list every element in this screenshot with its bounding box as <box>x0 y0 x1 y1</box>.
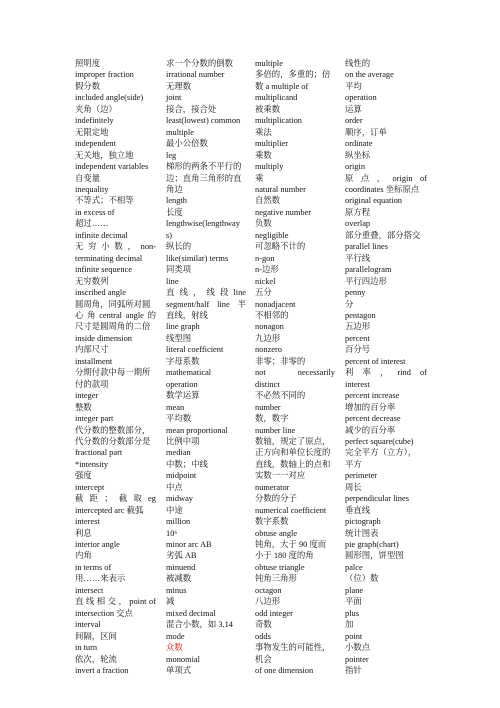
glossary-line: 平均 <box>345 81 362 91</box>
glossary-line: palce <box>345 562 363 572</box>
glossary-line: of one dimension <box>255 666 314 676</box>
glossary-line: inscribed angle <box>75 288 126 298</box>
glossary-line: intercepted arc 截弧 <box>75 505 144 515</box>
glossary-line: 纵坐标 <box>345 150 371 160</box>
glossary-line: numerator <box>255 482 290 492</box>
glossary-line: 中数；中线 <box>166 459 208 469</box>
glossary-line: 数，数字 <box>255 414 289 424</box>
glossary-line: 纵长的 <box>166 242 192 252</box>
glossary-line: 单项式 <box>166 666 192 676</box>
glossary-line: 负数 <box>255 219 272 229</box>
glossary-line: 无关地，独立地 <box>75 150 134 160</box>
glossary-line: 八边形 <box>255 597 281 607</box>
glossary-line: 指针 <box>345 666 362 676</box>
glossary-line: 平行四边形 <box>345 276 387 286</box>
glossary-line: *intensity <box>75 459 109 469</box>
glossary-line: perpendicular lines <box>345 494 409 504</box>
glossary-line: 角边 <box>166 184 183 194</box>
glossary-line: intersection 交点 <box>75 608 133 618</box>
glossary-line: 截 距 ； 截 取 eg <box>75 494 156 504</box>
glossary-line: 加 <box>345 620 354 630</box>
glossary-line: 超过…… <box>75 219 109 229</box>
glossary-line: 顺序，订单 <box>345 127 387 137</box>
glossary-line: octagon <box>255 585 282 595</box>
glossary-line: on the average <box>345 70 394 80</box>
glossary-line: 直线，射线 <box>166 310 208 320</box>
glossary-line: indefinitely <box>75 116 114 126</box>
glossary-line: 尺寸是圆周角的二倍 <box>75 322 151 332</box>
glossary-line: 求一个分数的倒数 <box>166 59 233 68</box>
glossary-line: 众数 <box>166 643 183 653</box>
glossary-line: number <box>255 402 281 412</box>
glossary-line: included angle(side) <box>75 93 144 103</box>
glossary-line: inequality <box>75 184 109 194</box>
glossary-line: multiply <box>255 162 284 172</box>
glossary-line: point <box>345 631 363 641</box>
glossary-line: 乘法 <box>255 127 272 137</box>
glossary-line: 线型图 <box>166 333 192 343</box>
glossary-line: mathematical <box>166 368 212 378</box>
glossary-line: least(lowest) common <box>166 116 241 126</box>
glossary-line: leg <box>166 150 177 160</box>
glossary-line: mean proportional <box>166 425 228 435</box>
glossary-line: nonagon <box>255 322 284 332</box>
glossary-line: integer <box>75 391 99 401</box>
glossary-line: monomial <box>166 654 200 664</box>
glossary-line: percent of interest <box>345 356 406 366</box>
glossary-line: 中途 <box>166 505 183 515</box>
glossary-line: 统计图表 <box>345 528 379 538</box>
glossary-line: 付的款项 <box>75 379 109 389</box>
glossary-line: midway <box>166 494 193 504</box>
glossary-line: 钝角，大于 90 度而 <box>255 540 327 550</box>
glossary-line: coordinates 坐标原点 <box>345 184 420 194</box>
glossary-line: parallelogram <box>345 265 392 275</box>
glossary-line: 五分 <box>255 288 272 298</box>
glossary-line: 被乘数 <box>255 104 281 114</box>
glossary-line: multiple <box>255 59 283 68</box>
glossary-line: pie graph(chart) <box>345 540 399 550</box>
glossary-line: 分数的分子 <box>255 494 297 504</box>
glossary-line: infinite decimal <box>75 230 128 240</box>
glossary-line: interest <box>345 379 370 389</box>
glossary-line: pointer <box>345 654 369 664</box>
glossary-line: 数学运算 <box>166 391 200 401</box>
glossary-line: invert a fraction <box>75 666 129 676</box>
glossary-line: intersect <box>75 585 104 595</box>
glossary-line: in terms of <box>75 562 112 572</box>
glossary-line: 无穷数列 <box>75 276 109 286</box>
glossary-line: 平方 <box>345 459 362 469</box>
glossary-line: 强度 <box>75 471 92 481</box>
glossary-line: 乘 <box>255 173 264 183</box>
glossary-line: 部分重叠，部分搭交 <box>345 230 421 240</box>
glossary-line: multiplication <box>255 116 302 126</box>
glossary-line: 10⁶ <box>166 528 178 538</box>
glossary-line: 平面 <box>345 597 362 607</box>
glossary-line: joint <box>166 93 182 103</box>
glossary-line: n-边形 <box>255 265 279 275</box>
glossary-line: length <box>166 196 187 206</box>
glossary-line: 直 线 相 交 ， point of <box>75 597 156 607</box>
glossary-line: s) <box>166 230 173 240</box>
glossary-line: obtuse angle <box>255 528 298 538</box>
glossary-line: installment <box>75 356 113 366</box>
glossary-line: not necessarily <box>255 368 335 378</box>
glossary-line: 周长 <box>345 482 362 492</box>
glossary-line: percent decrease <box>345 414 401 424</box>
glossary-line: nickel <box>255 276 276 286</box>
glossary-line: inside dimension <box>75 333 132 343</box>
glossary-line: 小数点 <box>345 643 371 653</box>
glossary-line: 代分数的整数部分， <box>75 425 151 435</box>
glossary-line: natural number <box>255 184 306 194</box>
glossary-column-2 <box>166 58 246 676</box>
glossary-line: 利 率 ， rind of <box>345 368 427 378</box>
glossary-line: 多倍的，多重的；倍 <box>255 70 331 80</box>
glossary-line: 钝角三角形 <box>255 574 297 584</box>
glossary-line: 原 点 ， origin of <box>345 173 427 183</box>
glossary-line: operation <box>166 379 198 389</box>
glossary-line: independent variables <box>75 162 149 172</box>
glossary-line: 乘数 <box>255 150 272 160</box>
glossary-line: infinite sequence <box>75 265 132 275</box>
glossary-line: 百分号 <box>345 345 371 355</box>
glossary-line: multiplicand <box>255 93 298 103</box>
glossary-line: nonzero <box>255 345 282 355</box>
glossary-line: odd integer <box>255 608 293 618</box>
glossary-line: 内角 <box>75 551 92 561</box>
glossary-line: 实数一一对应 <box>255 471 306 481</box>
glossary-line: 间隔，区间 <box>75 631 117 641</box>
glossary-line: 可忽略不计的 <box>255 242 306 252</box>
glossary-line: literal coefficient <box>166 345 224 355</box>
glossary-line: negligible <box>255 230 289 240</box>
glossary-line: 不等式；不相等 <box>75 196 134 206</box>
glossary-line: original equation <box>345 196 402 206</box>
glossary-line: 夹角（边） <box>75 104 117 114</box>
glossary-line: perimeter <box>345 471 378 481</box>
glossary-line: negative number <box>255 207 312 217</box>
glossary-line: 机会 <box>255 654 272 664</box>
glossary-line: 不必然不同的 <box>255 391 306 401</box>
glossary-line: 比例中项 <box>166 436 200 446</box>
glossary-line: minuend <box>166 562 196 572</box>
glossary-line: 事物发生的可能性， <box>255 643 331 653</box>
glossary-line: line graph <box>166 322 200 332</box>
glossary-line: penny <box>345 288 366 298</box>
glossary-line: 梯形的两条不平行的 <box>166 162 242 172</box>
glossary-line: 无 穷 小 数 ， non- <box>75 242 156 252</box>
glossary-line: plane <box>345 585 364 595</box>
glossary-line: fractional part <box>75 448 123 458</box>
glossary-line: segment/half line 半 <box>166 299 246 309</box>
glossary-line: 数字系数 <box>255 517 289 527</box>
glossary-line: in turn <box>75 643 98 653</box>
glossary-line: terminating decimal <box>75 253 143 263</box>
glossary-line: 混合小数，如 3.14 <box>166 620 233 630</box>
glossary-line: 依次，轮流 <box>75 654 117 664</box>
glossary-line: nonadjacent <box>255 299 296 309</box>
glossary-line: irrational number <box>166 70 225 80</box>
glossary-line: median <box>166 448 191 458</box>
glossary-line: 最小公倍数 <box>166 139 208 149</box>
glossary-line: 被减数 <box>166 574 192 584</box>
glossary-line: 心 角 central angle 的 <box>75 310 156 320</box>
glossary-line: operation <box>345 93 377 103</box>
glossary-line: 分期付款中每一期所 <box>75 368 151 378</box>
glossary-line: odds <box>255 631 271 641</box>
glossary-line: ordinate <box>345 139 373 149</box>
glossary-line: 边；直角三角形的直 <box>166 173 242 183</box>
glossary-line: million <box>166 517 191 527</box>
glossary-line: 数轴，规定了原点， <box>255 436 331 446</box>
glossary-line: 内部尺寸 <box>75 345 109 355</box>
glossary-line: 自变量 <box>75 173 101 183</box>
glossary-line: 字母系数 <box>166 356 200 366</box>
glossary-line: 小于 180 度的角 <box>255 551 314 561</box>
glossary-line: 原方程 <box>345 207 371 217</box>
glossary-line: plus <box>345 608 359 618</box>
glossary-line: 九边形 <box>255 333 281 343</box>
glossary-line: distinct <box>255 379 280 389</box>
glossary-line: origin <box>345 162 366 172</box>
glossary-line: percent increase <box>345 391 400 401</box>
glossary-line: 减 <box>166 597 175 607</box>
glossary-line: 利息 <box>75 528 92 538</box>
glossary-line: 增加的百分率 <box>345 402 396 412</box>
glossary-line: multiplier <box>255 139 289 149</box>
glossary-line: 线性的 <box>345 59 371 68</box>
glossary-line: 运算 <box>345 104 362 114</box>
glossary-line: pentagon <box>345 310 376 320</box>
glossary-line: like(similar) terms <box>166 253 229 263</box>
glossary-line: 完全平方（立方）， <box>345 448 417 458</box>
glossary-line: number line <box>255 425 296 435</box>
glossary-line: line <box>166 276 179 286</box>
glossary-line: mixed decimal <box>166 608 216 618</box>
glossary-line: 无理数 <box>166 81 192 91</box>
glossary-line: interest <box>75 517 100 527</box>
glossary-line: mode <box>166 631 185 641</box>
glossary-line: 长度 <box>166 207 183 217</box>
glossary-line: numerical coefficient <box>255 505 327 515</box>
glossary-line: improper fraction <box>75 70 134 80</box>
glossary-line: multiple <box>166 127 194 137</box>
glossary-line: 减少的百分率 <box>345 425 396 435</box>
glossary-line: independent <box>75 139 116 149</box>
glossary-line: minus <box>166 585 187 595</box>
glossary-line: n-gon <box>255 253 275 263</box>
glossary-line: 代分数的分数部分是 <box>75 436 151 446</box>
glossary-column-3 <box>255 58 335 676</box>
glossary-column-4 <box>345 58 427 676</box>
glossary-line: 圆形图，饼型图 <box>345 551 404 561</box>
glossary-line: mean <box>166 402 185 412</box>
glossary-line: 正方向和单位长度的 <box>255 448 331 458</box>
glossary-line: （位）数 <box>345 574 379 584</box>
glossary-line: 数 a multiple of <box>255 81 309 91</box>
glossary-line: 接合，接合处 <box>166 104 217 114</box>
glossary-line: perfect square(cube) <box>345 436 414 446</box>
glossary-line: overlap <box>345 219 371 229</box>
glossary-line: 假分数 <box>75 81 101 91</box>
glossary-line: 非零；非零的 <box>255 356 306 366</box>
glossary-line: lengthwise(lengthway <box>166 219 240 229</box>
glossary-line: 圆周角，同弧所对圆 <box>75 299 151 309</box>
glossary-line: 中点 <box>166 482 183 492</box>
glossary-line: interior angle <box>75 540 120 550</box>
glossary-line: 分 <box>345 299 354 309</box>
glossary-line: 直线，数轴上的点和 <box>255 459 331 469</box>
glossary-column-1 <box>75 58 156 676</box>
glossary-line: 照明度 <box>75 59 101 68</box>
glossary-line: pictograph <box>345 517 381 527</box>
glossary-line: 自然数 <box>255 196 281 206</box>
glossary-line: 垂直线 <box>345 505 371 515</box>
glossary-line: order <box>345 116 363 126</box>
glossary-line: 劣弧 AB <box>166 551 197 561</box>
glossary-line: 奇数 <box>255 620 272 630</box>
glossary-line: interval <box>75 620 101 630</box>
glossary-line: integer part <box>75 414 114 424</box>
glossary-line: intercept <box>75 482 105 492</box>
glossary-line: 不相邻的 <box>255 310 289 320</box>
glossary-line: 用……来表示 <box>75 574 126 584</box>
glossary-line: percent <box>345 333 370 343</box>
glossary-line: in excess of <box>75 207 115 217</box>
glossary-line: 无限定地 <box>75 127 109 137</box>
glossary-line: 整数 <box>75 402 92 412</box>
glossary-line: obtuse triangle <box>255 562 305 572</box>
glossary-line: minor arc AB <box>166 540 212 550</box>
glossary-line: 五边形 <box>345 322 371 332</box>
glossary-line: 同类项 <box>166 265 192 275</box>
glossary-line: 平行线 <box>345 253 371 263</box>
glossary-line: 直 线 ， 线 段 line <box>166 288 246 298</box>
glossary-line: midpoint <box>166 471 197 481</box>
glossary-line: 平均数 <box>166 414 192 424</box>
glossary-line: parallel lines <box>345 242 389 252</box>
